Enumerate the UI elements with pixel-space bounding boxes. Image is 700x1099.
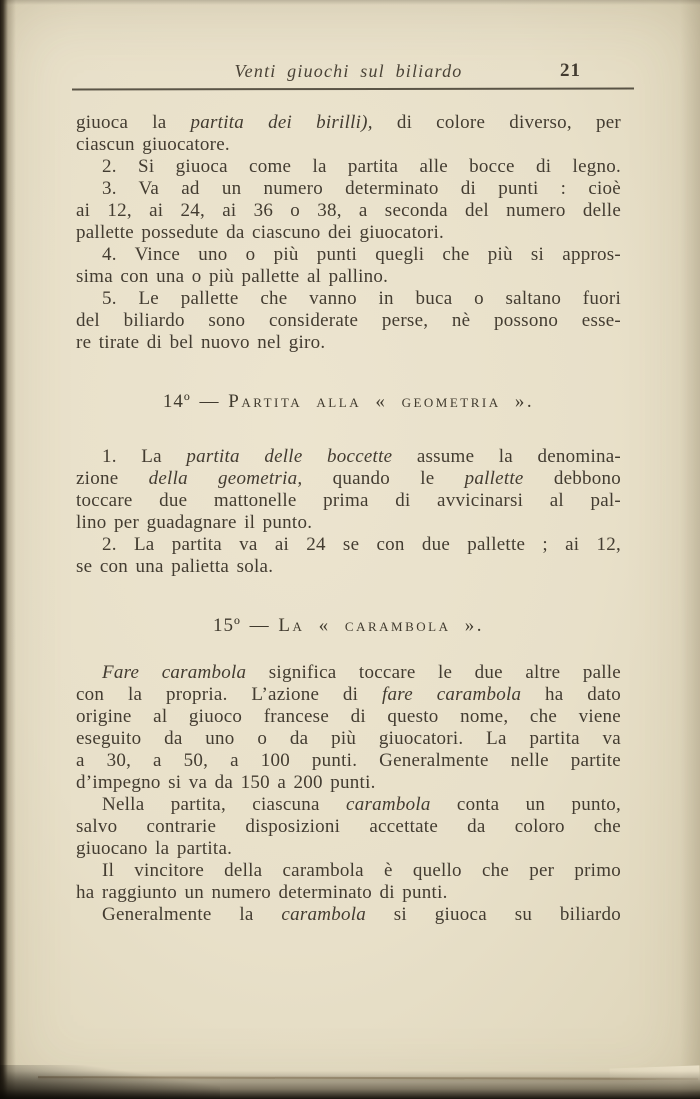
text-line (76, 728, 621, 750)
body-text: significa toccare le due altre palle (246, 662, 621, 683)
right-edge-shadow (680, 0, 700, 1099)
text-line (76, 904, 621, 926)
text-line (76, 134, 621, 156)
text-line (76, 112, 621, 134)
body-text: debbono (523, 468, 621, 489)
italic-text: fare carambola (382, 684, 522, 705)
italic-text: carambola (346, 794, 431, 815)
body-text: 3. Va ad un numero determinato di punti : cioè (102, 178, 621, 199)
text-line (76, 178, 621, 200)
body-text: origine al giuoco francese di questo nome, che viene (76, 706, 621, 727)
body-text: di colore diverso, per (372, 112, 621, 133)
body-text: re tirate di bel nuovo nel giro. (76, 332, 326, 353)
italic-text: della geometria, (148, 468, 303, 489)
italic-text: pallette (464, 468, 524, 489)
body-text: assume la denomina- (392, 446, 621, 467)
body-text: 1. La (102, 446, 187, 467)
text-line (76, 200, 621, 222)
heading-number: 14º — (162, 391, 229, 412)
text-line (76, 332, 621, 354)
body-text: d’impegno si va da 150 a 200 punti. (76, 772, 376, 793)
body-text: se con una palietta sola. (76, 556, 274, 577)
running-title: Venti giuochi sul biliardo (234, 61, 463, 81)
text-line (76, 882, 621, 904)
body-text: 4. Vince uno o più punti quegli che più si appros- (102, 244, 621, 265)
body-text: eseguito da uno o da più giuocatori. La partita va (76, 728, 621, 749)
body-text: ciascun giuocatore. (76, 134, 230, 155)
text-line (76, 706, 621, 728)
body-text: 5. Le pallette che vanno in buca o saltano fuori (102, 288, 621, 309)
body-text: zione (76, 468, 149, 489)
body-text: 2. Si giuoca come la partita alle bocce di legno. (102, 156, 621, 177)
body-text: conta un punto, (430, 794, 621, 815)
body-text: Il vincitore della carambola è quello che per primo (102, 860, 621, 881)
body-text: 2. La partita va ai 24 se con due pallette ; ai 12, (102, 534, 621, 555)
italic-text: Fare carambola (102, 662, 247, 683)
italic-text: carambola (281, 904, 366, 925)
text-line (76, 468, 621, 490)
body-text: a 30, a 50, a 100 punti. Generalmente nelle partite (76, 750, 621, 771)
body-text: pallette possedute da ciascuno dei giuocatori. (76, 222, 444, 243)
text-line (76, 772, 621, 794)
body-text: toccare due mattonelle prima di avvicinarsi al pal- (76, 490, 621, 511)
heading-smallcaps-text: La « carambola ». (278, 615, 484, 636)
top-edge-shadow (0, 0, 700, 5)
text-line (76, 860, 621, 882)
paragraph-block (76, 112, 621, 354)
text-line (76, 684, 621, 706)
text-line (76, 534, 621, 556)
body-text: giuoca la (76, 112, 191, 133)
text-line (76, 512, 621, 534)
body-text: Nella partita, ciascuna (102, 794, 347, 815)
body-text: giuocano la partita. (76, 838, 233, 859)
text-line (76, 794, 621, 816)
text-line (76, 556, 621, 578)
text-line (76, 490, 621, 512)
section-heading (76, 615, 621, 637)
body-text: ha raggiunto un numero determinato di punti. (76, 882, 448, 903)
body-text: quando le (302, 468, 465, 489)
body-text: lino per guadagnare il punto. (76, 512, 313, 533)
bottom-left-corner-shadow (0, 1065, 220, 1099)
left-binding-shadow (0, 0, 16, 1099)
text-line (76, 310, 621, 332)
paragraph-block (76, 662, 621, 926)
body-text: Generalmente la (102, 904, 282, 925)
text-line (76, 662, 621, 684)
body-text: si giuoca su biliardo (365, 904, 622, 925)
body-text: con la propria. L’azione di (76, 684, 382, 705)
heading-number: 15º — (213, 615, 279, 636)
body-text: salvo contrarie disposizioni accettate da coloro che (76, 816, 621, 837)
text-line (76, 266, 621, 288)
text-line (76, 750, 621, 772)
text-line (76, 288, 621, 310)
body-text: ha dato (521, 684, 621, 705)
body-text: del biliardo sono considerate perse, nè possono esse- (76, 310, 621, 331)
text-line (76, 446, 621, 468)
text-line (76, 244, 621, 266)
body-text: sima con una o più pallette al pallino. (76, 266, 389, 287)
italic-text: partita delle boccette (186, 446, 393, 467)
heading-smallcaps-text: Partita alla « geometria ». (228, 391, 535, 412)
page-number: 21 (560, 60, 581, 81)
italic-text: partita dei birilli), (190, 112, 373, 133)
header-rule (72, 88, 634, 91)
text-line (76, 816, 621, 838)
body-text: ai 12, ai 24, ai 36 o 38, a seconda del numero delle (76, 200, 621, 221)
text-line (76, 838, 621, 860)
text-line (76, 222, 621, 244)
text-line (76, 156, 621, 178)
paragraph-block (76, 446, 621, 578)
section-heading (76, 391, 621, 413)
